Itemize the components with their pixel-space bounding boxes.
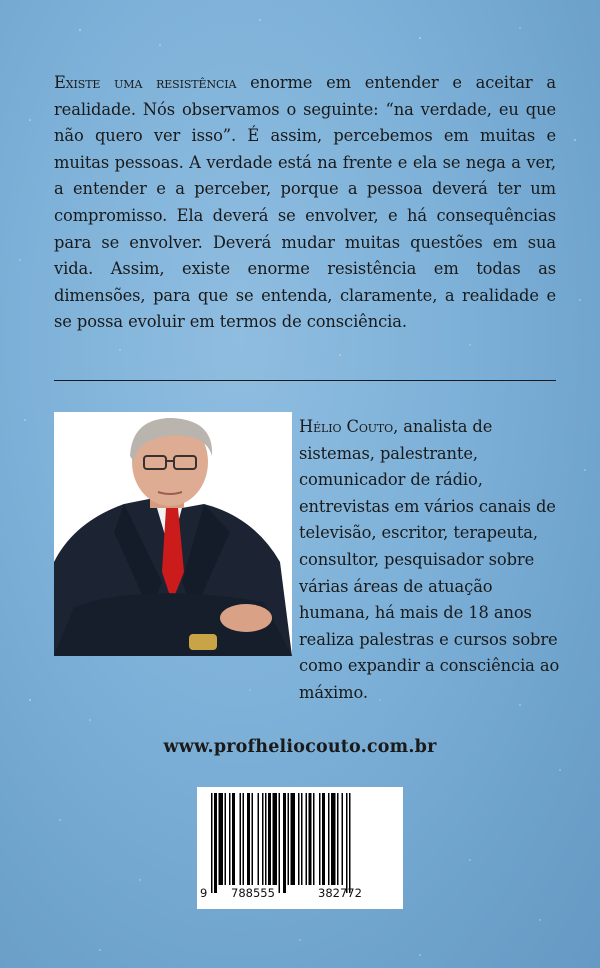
barcode-bar bbox=[291, 793, 296, 885]
barcode-bar bbox=[265, 793, 267, 885]
barcode-bar bbox=[342, 793, 344, 885]
back-cover-blurb bbox=[54, 70, 556, 336]
website-url: www.profheliocouto.com.br bbox=[163, 737, 437, 757]
barcode-bar bbox=[309, 793, 312, 885]
isbn-group-2: 382772 bbox=[318, 886, 362, 900]
barcode-bar bbox=[273, 793, 278, 885]
section-divider bbox=[54, 380, 556, 381]
barcode-bar bbox=[298, 793, 300, 885]
barcode-bar bbox=[211, 793, 213, 893]
author-portrait-icon bbox=[54, 412, 292, 656]
author-photo bbox=[54, 412, 292, 656]
barcode-bar bbox=[225, 793, 227, 885]
barcode-bar bbox=[279, 793, 281, 893]
barcode-bar bbox=[331, 793, 336, 885]
blurb-body: enorme em entender e aceitar a realidade. Nós observamos o seguinte: “na verdade, eu que não quero ver isso”. É assim, percebemos em muitas e muitas pessoas. A verdade está na frente e ela se nega a ver, a entender e a perceber, porque a pessoa deverá ter um compromisso. Ela deverá se envolver, e há consequências para se envolver. Deverá mudar muitas questões em sua vida. Assim, existe enorme resistência em todas as dimensões, para que se entenda, claramente, a realidade e se possa evoluir em termos de consciência. bbox=[54, 73, 556, 332]
barcode-bar bbox=[243, 793, 245, 885]
barcode-bar bbox=[301, 793, 303, 885]
barcode-bar bbox=[232, 793, 235, 885]
barcode-bar bbox=[328, 793, 330, 885]
barcode-bar bbox=[349, 793, 351, 893]
barcode-bar bbox=[262, 793, 264, 885]
barcode-bar bbox=[258, 793, 260, 885]
author-bio-text: , analista de sistemas, palestrante, comunicador de rádio, entrevistas em vários canais de televisão, escritor, terapeuta, consultor, pesquisador sobre várias áreas de atuação humana, há mais de 18 anos realiza palestras e cursos sobre como expandir a consciência ao máximo. bbox=[299, 417, 560, 702]
isbn-barcode bbox=[197, 787, 403, 909]
barcode-bar bbox=[322, 793, 325, 885]
blurb-lead: Existe uma resistência bbox=[54, 73, 237, 92]
author-name: Hélio Couto bbox=[299, 417, 394, 436]
barcode-bar bbox=[306, 793, 308, 885]
barcode-bar bbox=[252, 793, 254, 885]
barcode-bar bbox=[229, 793, 231, 885]
isbn-prefix: 9 bbox=[200, 886, 208, 900]
barcode-bar bbox=[313, 793, 315, 885]
barcode-bar bbox=[283, 793, 286, 893]
author-bio bbox=[299, 414, 563, 707]
barcode-bar bbox=[346, 793, 348, 893]
barcode-bar bbox=[247, 793, 250, 885]
isbn-group-1: 788555 bbox=[231, 886, 275, 900]
barcode-bar bbox=[288, 793, 290, 885]
barcode-bar bbox=[240, 793, 242, 885]
barcode-bar bbox=[214, 793, 217, 893]
barcode-bar bbox=[337, 793, 339, 885]
barcode-bar bbox=[319, 793, 321, 885]
isbn-number bbox=[197, 886, 403, 902]
barcode-bar bbox=[268, 793, 271, 885]
barcode-bar bbox=[219, 793, 224, 885]
